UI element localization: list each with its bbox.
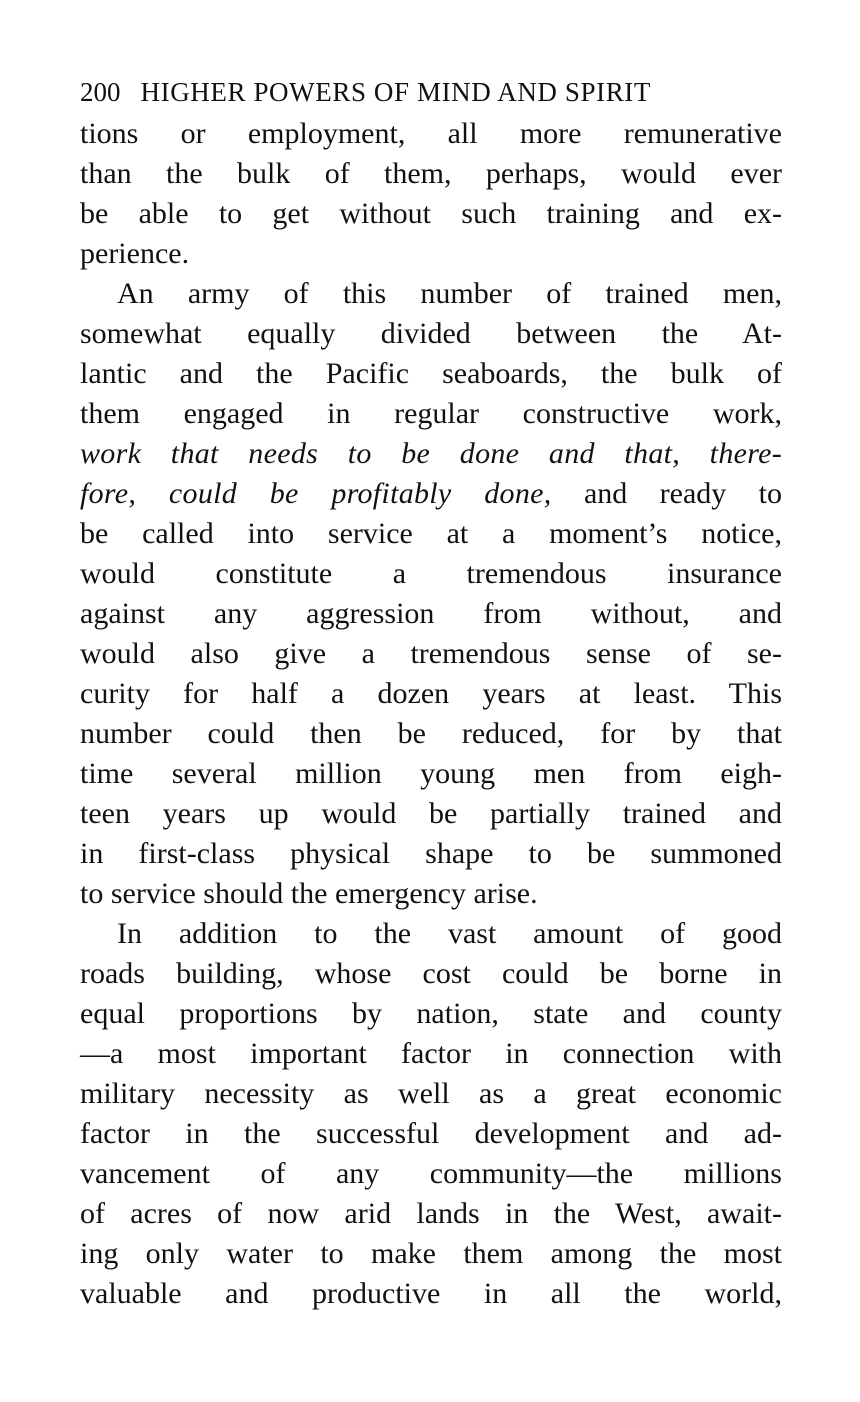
- text-line: ing only water to make them among the most: [80, 1237, 782, 1270]
- text-line: tions or employment, all more remunerative: [80, 117, 782, 150]
- paragraph-2: [80, 274, 782, 914]
- text-line: —a most important factor in connection with: [80, 1037, 782, 1070]
- text-line: be able to get without such training and ex-: [80, 197, 782, 230]
- text-line: somewhat equally divided between the At-: [80, 317, 782, 350]
- text-fragment: and ready to: [583, 477, 782, 510]
- page-number: 200: [80, 77, 121, 107]
- text-line: time several million young men from eigh-: [80, 757, 782, 790]
- mixed-text-line: [80, 474, 782, 514]
- paragraph-3: [80, 914, 782, 1314]
- italic-text-line: [80, 434, 782, 474]
- text-line: factor in the successful development and ad-: [80, 1117, 782, 1150]
- text-line: would also give a tremendous sense of se-: [80, 637, 782, 670]
- text-line: teen years up would be partially trained and: [80, 797, 782, 830]
- text-line: In addition to the vast amount of good: [117, 917, 782, 950]
- text-line: be called into service at a moment’s notice,: [80, 517, 782, 550]
- text-line: military necessity as well as a great economic: [80, 1077, 782, 1110]
- text-line: vancement of any community—the millions: [80, 1157, 782, 1190]
- text-line: valuable and productive in all the world,: [80, 1277, 782, 1310]
- text-line: in first-class physical shape to be summoned: [80, 837, 782, 870]
- italic-phrase: fore, could be profitably done,: [80, 477, 552, 510]
- text-line: perience.: [80, 237, 190, 270]
- italic-phrase: work that needs to be done and that, there-: [80, 437, 782, 470]
- text-line: to service should the emergency arise.: [80, 877, 538, 910]
- text-line: them engaged in regular constructive work,: [80, 397, 782, 430]
- running-title: HIGHER POWERS OF MIND AND SPIRIT: [140, 77, 651, 107]
- text-line: of acres of now arid lands in the West, await-: [80, 1197, 782, 1230]
- text-line: than the bulk of them, perhaps, would ever: [80, 157, 782, 190]
- text-line: curity for half a dozen years at least. This: [80, 677, 782, 710]
- text-line: roads building, whose cost could be borne in: [80, 957, 782, 990]
- text-line: against any aggression from without, and: [80, 597, 782, 630]
- paragraph-1: [80, 114, 782, 274]
- text-line: equal proportions by nation, state and county: [80, 997, 782, 1030]
- running-header: [80, 70, 782, 114]
- text-line: lantic and the Pacific seaboards, the bulk of: [80, 357, 782, 390]
- text-line: An army of this number of trained men,: [117, 277, 782, 310]
- book-page: [80, 70, 782, 1314]
- text-line: would constitute a tremendous insurance: [80, 557, 782, 590]
- text-line: number could then be reduced, for by that: [80, 717, 782, 750]
